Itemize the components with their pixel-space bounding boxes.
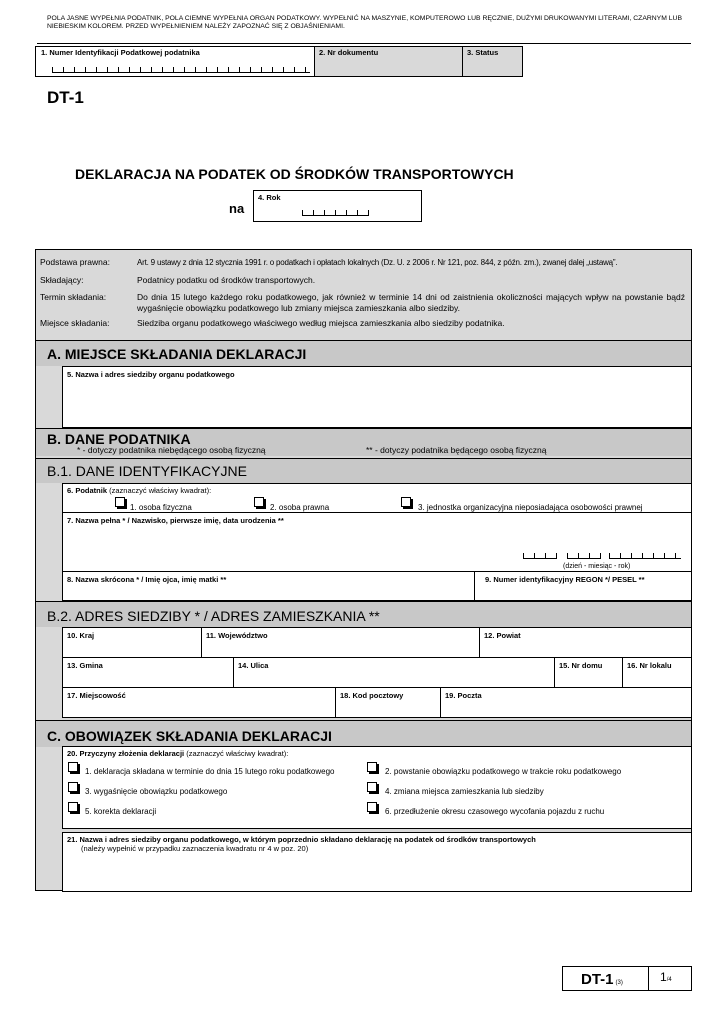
field-16-label: 16. Nr lokalu (627, 661, 672, 670)
date-day-comb (523, 553, 557, 559)
nip-box[interactable] (35, 46, 315, 77)
info-label-place: Miejsce składania: (40, 318, 110, 328)
field-17-label: 17. Miejscowość (67, 691, 126, 700)
option-reason-2: 2. powstanie obowiązku podatkowego w trakcie roku podatkowego (385, 767, 622, 776)
field-10[interactable] (62, 627, 202, 658)
section-b1-title: B.1. DANE IDENTYFIKACYJNE (47, 463, 247, 479)
option-reason-1: 1. deklaracja składana w terminie do dnia 15 lutego roku podatkowego (85, 767, 335, 776)
field-13-label: 13. Gmina (67, 661, 103, 670)
field-21-label: 21. Nazwa i adres siedziby organu podatkowego, w którym poprzednio składano deklarację na podatek od środków transportowych (67, 835, 536, 844)
checkbox-reason-2[interactable] (367, 762, 377, 772)
field-18[interactable] (335, 687, 441, 718)
field-19-label: 19. Poczta (445, 691, 482, 700)
option-reason-4: 4. zmiana miejsca zamieszkania lub siedziby (385, 787, 544, 796)
checkbox-reason-4[interactable] (367, 782, 377, 792)
year-prefix: na (229, 201, 245, 216)
field-21[interactable] (62, 832, 692, 892)
year-comb (302, 210, 369, 216)
top-rule (37, 43, 691, 44)
footer-code (581, 971, 623, 988)
form-title: DEKLARACJA NA PODATEK OD ŚRODKÓW TRANSPORTOWYCH (75, 166, 514, 182)
field-7-label: 7. Nazwa pełna * / Nazwisko, pierwsze imię, data urodzenia ** (67, 516, 284, 525)
field-7[interactable] (62, 512, 692, 572)
date-hint: (dzień - miesiąc - rok) (563, 563, 631, 570)
section-b-note2: ** - dotyczy podatnika będącego osobą fizyczną (366, 445, 547, 455)
field-19[interactable] (440, 687, 692, 718)
field-8[interactable] (62, 571, 475, 601)
info-text-deadline: Do dnia 15 lutego każdego roku podatkowego, jak również w terminie 14 dni od zaistnienia okoliczności mających wpływ na powstanie bądź wygaśnięcie obowiązku podatkowego lub zmiany miejsca zamieszkania albo siedziby. (137, 292, 685, 313)
doc-no-label: 2. Nr dokumentu (319, 48, 379, 57)
year-label: 4. Rok (258, 193, 281, 202)
top-notice: POLA JASNE WYPEŁNIA PODATNIK, POLA CIEMNE WYPEŁNIA ORGAN PODATKOWY. WYPEŁNIĆ NA MASZYNIE, KOMPUTEROWO LUB RĘCZNIE, DUŻYMI DRUKOWANYMI LITERAMI, CZARNYM LUB NIEBIESKIM KOLOREM. PRZED WYPEŁNIENIEM NALEŻY ZAPOZNAĆ SIĘ Z OBJAŚNIENIAMI. (47, 15, 682, 30)
status-label: 3. Status (467, 48, 499, 57)
checkbox-reason-3[interactable] (68, 782, 78, 792)
option-organizational-unit: 3. jednostka organizacyjna nieposiadająca osobowości prawnej (418, 503, 643, 512)
field-17[interactable] (62, 687, 336, 718)
field-6-caption (67, 486, 211, 495)
date-month-comb (567, 553, 601, 559)
option-reason-3: 3. wygaśnięcie obowiązku podatkowego (85, 787, 228, 796)
section-a-title: A. MIEJSCE SKŁADANIA DEKLARACJI (47, 346, 307, 362)
checkbox-natural-person[interactable] (115, 497, 125, 507)
field-5-label: 5. Nazwa i adres siedziby organu podatkowego (67, 370, 235, 379)
year-box[interactable] (253, 190, 422, 222)
field-15[interactable] (554, 657, 623, 688)
checkbox-organizational-unit[interactable] (401, 497, 411, 507)
field-18-label: 18. Kod pocztowy (340, 691, 404, 700)
section-b-note1: * - dotyczy podatnika niebędącego osobą fizyczną (77, 445, 266, 455)
field-14-label: 14. Ulica (238, 661, 269, 670)
field-20-label: 20. Przyczyny złożenia deklaracji (67, 749, 185, 758)
option-reason-5: 5. korekta deklaracji (85, 807, 157, 816)
option-reason-6: 6. przedłużenie okresu czasowego wycofania pojazdu z ruchu (385, 807, 605, 816)
field-11-label: 11. Województwo (206, 631, 268, 640)
footer-page-total: /4 (666, 977, 672, 983)
info-text-place: Siedziba organu podatkowego właściwego według miejsca zamieszkania albo siedziby podatnika. (137, 318, 505, 328)
field-15-label: 15. Nr domu (559, 661, 603, 670)
field-5[interactable] (62, 366, 692, 428)
field-11[interactable] (201, 627, 480, 658)
info-text-submitter: Podatnicy podatku od środków transportowych. (137, 275, 316, 285)
checkbox-reason-1[interactable] (68, 762, 78, 772)
field-12[interactable] (479, 627, 692, 658)
option-natural-person: 1. osoba fizyczna (130, 503, 192, 512)
field-16[interactable] (622, 657, 692, 688)
field-20-caption (67, 749, 288, 758)
doc-no-box (314, 46, 463, 77)
footer-page (660, 970, 672, 984)
field-14[interactable] (233, 657, 555, 688)
field-9[interactable] (474, 571, 692, 601)
checkbox-reason-5[interactable] (68, 802, 78, 812)
section-b-title: B. DANE PODATNIKA (47, 431, 191, 447)
field-6-hint: (zaznaczyć właściwy kwadrat): (109, 486, 212, 495)
field-9-label: 9. Numer identyfikacyjny REGON */ PESEL ** (485, 575, 645, 584)
info-label-submitter: Składający: (40, 275, 84, 285)
form-code: DT-1 (47, 88, 84, 107)
footer-code-box (562, 966, 692, 991)
info-label-deadline: Termin składania: (40, 292, 107, 302)
nip-label: 1. Numer Identyfikacji Podatkowej podatnika (41, 48, 200, 57)
status-box (462, 46, 523, 77)
field-12-label: 12. Powiat (484, 631, 521, 640)
field-8-label: 8. Nazwa skrócona * / Imię ojca, imię matki ** (67, 575, 227, 584)
info-text-legal: Art. 9 ustawy z dnia 12 stycznia 1991 r. o podatkach i opłatach lokalnych (Dz. U. z 2006 r. Nr 121, poz. 844, z późn. zm.), zwanej dalej „ustawą”. (137, 258, 618, 267)
field-20-hint: (zaznaczyć właściwy kwadrat): (186, 749, 289, 758)
field-6-label: 6. Podatnik (67, 486, 108, 495)
nip-comb (52, 67, 310, 73)
footer-code-text: DT-1 (581, 971, 614, 988)
section-b2-title: B.2. ADRES SIEDZIBY * / ADRES ZAMIESZKANIA ** (47, 608, 380, 624)
field-10-label: 10. Kraj (67, 631, 95, 640)
footer-code-divider (648, 967, 649, 990)
section-c-title: C. OBOWIĄZEK SKŁADANIA DEKLARACJI (47, 728, 332, 744)
option-legal-person: 2. osoba prawna (270, 503, 330, 512)
checkbox-reason-6[interactable] (367, 802, 377, 812)
field-21-note: (należy wypełnić w przypadku zaznaczenia kwadratu nr 4 w poz. 20) (81, 844, 309, 853)
date-year-comb (609, 553, 681, 559)
footer-version: (3) (615, 980, 623, 986)
field-13[interactable] (62, 657, 234, 688)
footer-page-number: 1 (660, 970, 667, 984)
checkbox-legal-person[interactable] (254, 497, 264, 507)
info-label-legal: Podstawa prawna: (40, 257, 110, 267)
